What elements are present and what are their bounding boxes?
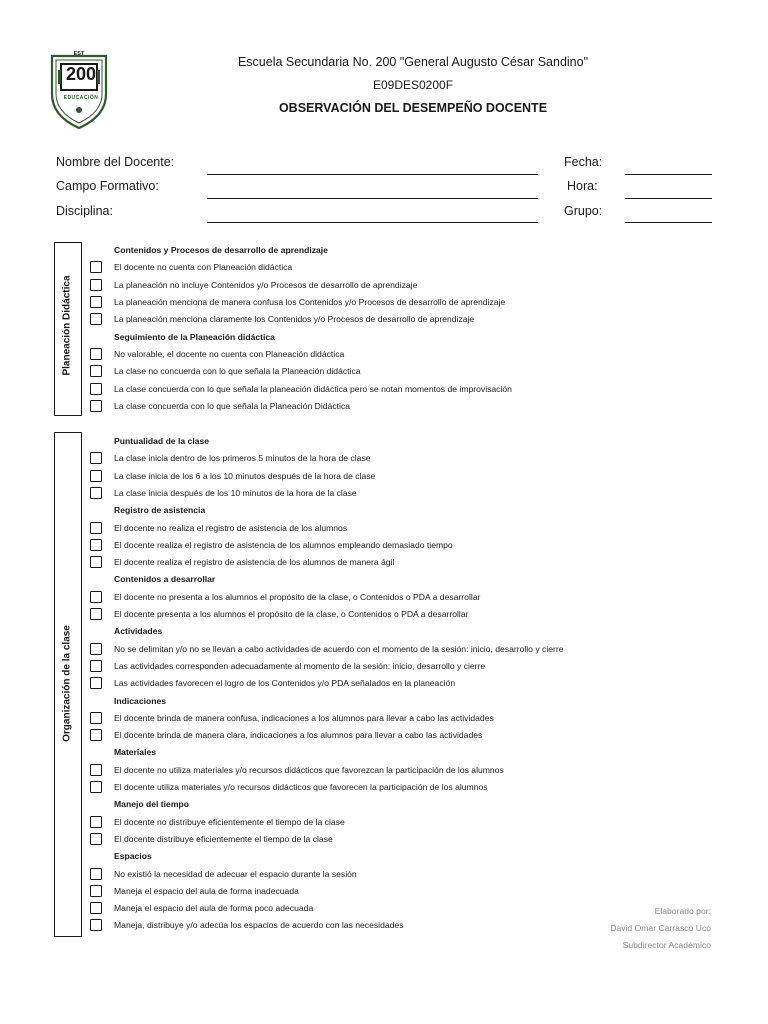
checkbox[interactable] — [90, 591, 102, 603]
checklist-item-label: La clase inicia de los 6 a los 10 minutos después de la hora de clase — [114, 470, 376, 481]
checklist-item-label: No existió la necesidad de adecuar el espacio durante la sesión — [114, 868, 357, 879]
footer-prepared-by: Elaborado por: — [654, 906, 711, 916]
checklist-item-label: No se delimitan y/o no se llevan a cabo actividades de acuerdo con el momento de la sesión: inicio, desarrollo y cierre — [114, 643, 564, 654]
fecha-field[interactable] — [625, 174, 712, 175]
criteria-heading: Seguimiento de la Planeación didáctica — [114, 331, 275, 342]
checkbox[interactable] — [90, 279, 102, 291]
docente-label: Nombre del Docente: — [56, 155, 175, 169]
checklist-item-label: El docente realiza el registro de asistencia de los alumnos empleando demasiado tiempo — [114, 539, 453, 550]
checkbox[interactable] — [90, 522, 102, 534]
criteria-heading: Espacios — [114, 851, 152, 862]
hora-field[interactable] — [625, 198, 712, 199]
criteria-heading: Registro de asistencia — [114, 505, 206, 516]
checklist-item-label: Las actividades favorecen el logro de los Contenidos y/o PDA señalados en la planeación — [114, 678, 456, 689]
campo-field[interactable] — [207, 198, 538, 199]
grupo-label: Grupo: — [564, 204, 603, 218]
docente-field[interactable] — [207, 174, 538, 175]
checkbox[interactable] — [90, 764, 102, 776]
criteria-heading: Contenidos a desarrollar — [114, 574, 216, 585]
criteria-heading: Indicaciones — [114, 695, 167, 706]
checklist-item-label: Maneja el espacio del aula de forma inadecuada — [114, 885, 299, 896]
checkbox[interactable] — [90, 902, 102, 914]
disciplina-label: Disciplina: — [56, 204, 113, 218]
checkbox[interactable] — [90, 712, 102, 724]
checkbox[interactable] — [90, 313, 102, 325]
logo-number: 200 — [65, 64, 97, 84]
checklist-item-label: El docente no utiliza materiales y/o recursos didácticos que favorezcan la participación de los alumnos — [114, 764, 504, 775]
checkbox[interactable] — [90, 608, 102, 620]
organizacion-section-label: Organización de la clase — [61, 625, 73, 742]
checkbox[interactable] — [90, 868, 102, 880]
campo-label: Campo Formativo: — [56, 179, 159, 193]
checklist-item-label: El docente brinda de manera clara, indicaciones a los alumnos para llevar a cabo las actividades — [114, 730, 483, 741]
school-code: E09DES0200F — [372, 78, 454, 92]
checkbox[interactable] — [90, 348, 102, 360]
criteria-heading: Materiales — [114, 747, 157, 758]
checkbox[interactable] — [90, 660, 102, 672]
checklist-item-label: El docente realiza el registro de asistencia de los alumnos de manera ágil — [114, 557, 395, 568]
logo-ring-text: EDUCACIÓN — [63, 95, 99, 101]
criteria-heading: Contenidos y Procesos de desarrollo de aprendizaje — [114, 245, 328, 255]
checklist-item-label: El docente brinda de manera confusa, indicaciones a los alumnos para llevar a cabo las actividades — [114, 712, 494, 723]
checkbox[interactable] — [90, 816, 102, 828]
checkbox[interactable] — [90, 833, 102, 845]
checkbox[interactable] — [90, 919, 102, 931]
page-title: OBSERVACIÓN DEL DESEMPEÑO DOCENTE — [278, 101, 548, 115]
checkbox[interactable] — [90, 452, 102, 464]
checklist-item-label: La planeación menciona claramente los Contenidos y/o Procesos de desarrollo de aprendizaje — [114, 314, 475, 325]
footer-author: David Omar Carrasco Uco — [610, 923, 711, 933]
checkbox[interactable] — [90, 296, 102, 308]
planeacion-section-label: Planeación Didáctica — [61, 275, 73, 376]
checkbox[interactable] — [90, 539, 102, 551]
checkbox[interactable] — [90, 781, 102, 793]
checklist-item-label: El docente no presenta a los alumnos el propósito de la clase, o Contenidos o PDA a desarrollar — [114, 591, 481, 602]
checkbox[interactable] — [90, 261, 102, 273]
checklist-item-label: El docente presenta a los alumnos el propósito de la clase, o Contenidos o PDA a desarrollar — [114, 609, 469, 619]
footer-role: Subdirector Académico — [622, 940, 711, 950]
checklist-item-label: La clase no concuerda con lo que señala la Planeación didáctica — [114, 366, 361, 377]
disciplina-field[interactable] — [207, 222, 538, 223]
criteria-heading: Manejo del tiempo — [114, 799, 189, 810]
checklist-item-label: La planeación no incluye Contenidos y/o Procesos de desarrollo de aprendizaje — [114, 279, 418, 290]
criteria-heading: Puntualidad de la clase — [114, 436, 210, 446]
checkbox[interactable] — [90, 383, 102, 395]
checkbox[interactable] — [90, 470, 102, 482]
checklist-item-label: La clase inicia dentro de los primeros 5 minutos de la hora de clase — [114, 453, 371, 464]
checklist-item-label: El docente no cuenta con Planeación didáctica — [114, 262, 293, 273]
checklist-item-label: La clase concuerda con lo que señala la planeación didáctica pero se notan momentos de improvisación — [114, 383, 512, 394]
checklist-item-label: No valorable, el docente no cuenta con Planeación didáctica — [114, 349, 345, 360]
logo-top-text: EST — [73, 51, 85, 57]
fecha-label: Fecha: — [564, 155, 603, 169]
checkbox[interactable] — [90, 729, 102, 741]
checkbox[interactable] — [90, 677, 102, 689]
checklist-item-label: La clase concuerda con lo que señala la Planeación Didáctica — [114, 401, 351, 412]
checkbox[interactable] — [90, 400, 102, 412]
checkbox[interactable] — [90, 365, 102, 377]
checkbox[interactable] — [90, 556, 102, 568]
checklist-item-label: La planeación menciona de manera confusa los Contenidos y/o Procesos de desarrollo de aprendizaje — [114, 297, 506, 308]
checklist-item-label: Maneja, distribuye y/o adecúa los espacios de acuerdo con las necesidades — [114, 920, 404, 931]
checkbox[interactable] — [90, 885, 102, 897]
school-name: Escuela Secundaria No. 200 "General Augusto César Sandino" — [237, 55, 589, 69]
checkbox[interactable] — [90, 487, 102, 499]
checklist-item-label: El docente utiliza materiales y/o recursos didácticos que favorecen la participación de los alumnos — [114, 782, 488, 792]
hora-label: Hora: — [567, 179, 598, 193]
checklist-item-label: Las actividades corresponden adecuadamente al momento de la sesión: inicio, desarrollo y cierre — [114, 660, 486, 671]
checklist-item-label: La clase inicia después de los 10 minutos de la hora de la clase — [114, 487, 357, 498]
criteria-heading: Actividades — [114, 626, 163, 637]
checklist-item-label: El docente distribuye eficientemente el tiempo de la clase — [114, 833, 333, 844]
grupo-field[interactable] — [625, 222, 712, 223]
checkbox[interactable] — [90, 643, 102, 655]
checklist-item-label: Maneja el espacio del aula de forma poco adecuada — [114, 903, 314, 914]
checklist-item-label: El docente no distribuye eficientemente el tiempo de la clase — [114, 816, 345, 827]
checklist-item-label: El docente no realiza el registro de asistencia de los alumnos — [114, 522, 348, 533]
